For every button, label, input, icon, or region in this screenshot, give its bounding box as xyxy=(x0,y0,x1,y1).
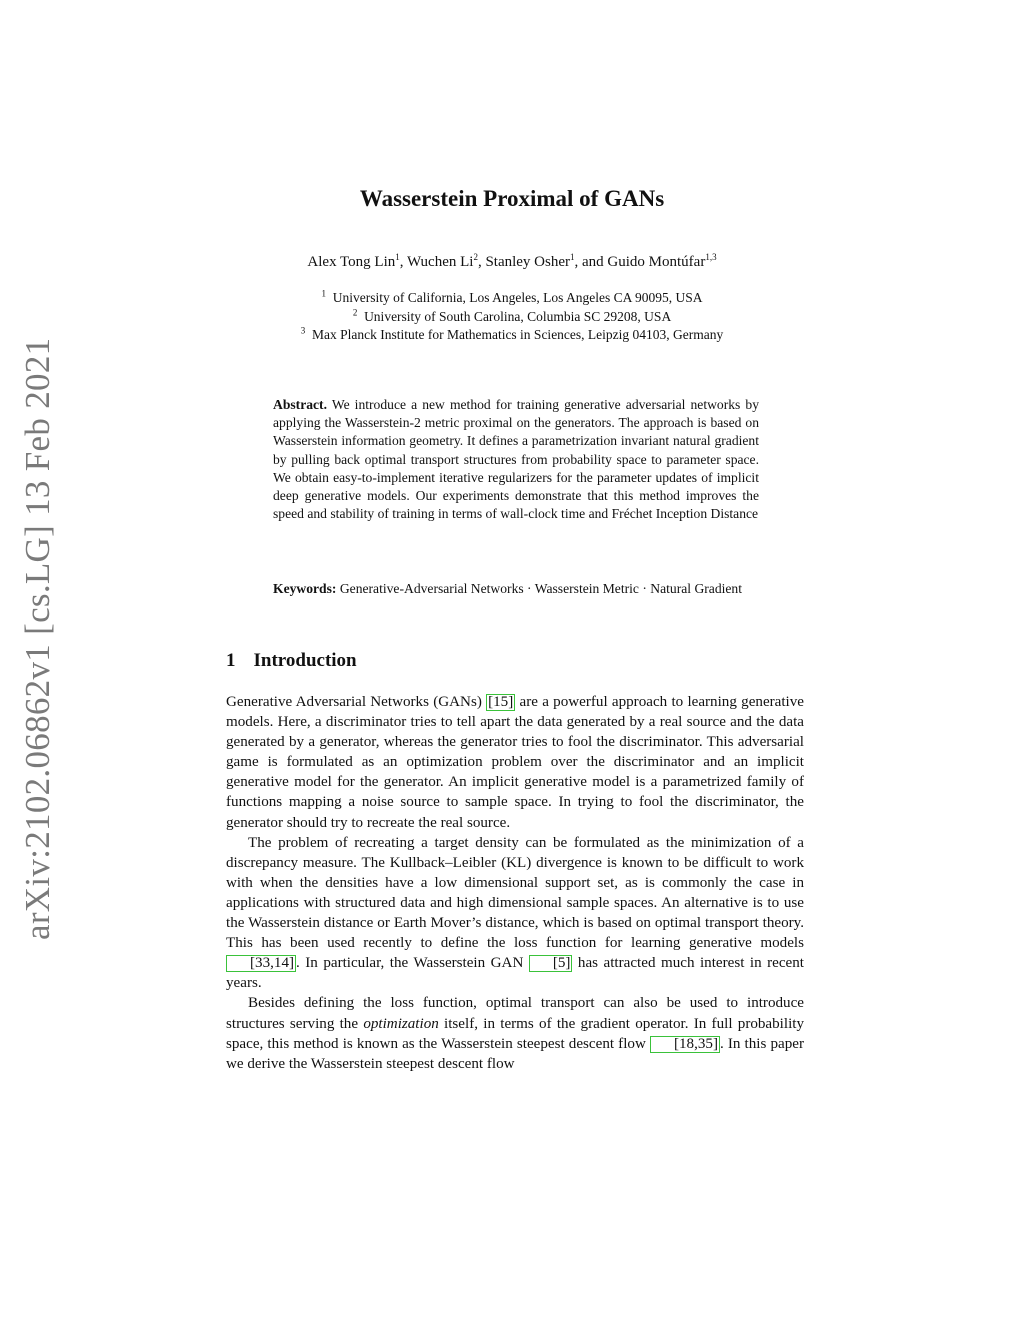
text-run: . In particular, the Wasserstein GAN xyxy=(296,955,529,972)
abstract-label: Abstract. xyxy=(273,397,327,412)
affiliation-sup: 1 xyxy=(321,288,326,299)
affiliations xyxy=(0,289,1024,345)
paragraph xyxy=(226,833,804,994)
author-list xyxy=(0,254,1024,271)
affiliation-line xyxy=(0,289,1024,308)
affiliation-sup: 3 xyxy=(300,325,306,336)
text-run: has attracted much interest in recent years. xyxy=(226,955,804,992)
author-name: , Stanley Osher xyxy=(477,254,571,270)
author-affil-sup: 1,3 xyxy=(705,252,717,262)
section-heading xyxy=(226,650,357,672)
affiliation-sup: 2 xyxy=(352,307,358,317)
arxiv-side-stamp: arXiv:2102.06862v1 [cs.LG] 13 Feb 2021 xyxy=(18,337,57,940)
citation-link[interactable]: [33,14] xyxy=(226,955,296,972)
text-run: are a powerful approach to learning generative models. Here, a discriminator tries to tell apart the data generated by a real source and the data generated by a generator, whereas the generator tries to fool the discriminator. This adversarial game is formulated as an optimization problem over the discriminator and an implicit generative model for the generator. An implicit generative model is a parametrized family of functions mapping a noise source to sample space. In trying to fool the discriminator, the generator should try to recreate the real source. xyxy=(226,694,804,831)
abstract xyxy=(273,396,759,523)
emphasis: optimization xyxy=(363,1015,439,1032)
author-name: Alex Tong Lin xyxy=(307,254,396,270)
section-number: 1 xyxy=(226,650,236,671)
keywords-text: Generative-Adversarial Networks · Wasserstein Metric · Natural Gradient xyxy=(339,581,743,596)
author-affil-sup: 1 xyxy=(395,252,400,262)
paper-title: Wasserstein Proximal of GANs xyxy=(359,186,665,211)
body-text xyxy=(226,692,804,1074)
affiliation-text: University of South Carolina, Columbia SC 29208, USA xyxy=(364,308,672,324)
author-affil-sup: 2 xyxy=(473,252,478,262)
citation-link[interactable]: [15] xyxy=(488,694,514,710)
text-run: The problem of recreating a target density can be formulated as the minimization of a discrepancy measure. The Kullback–Leibler (KL) divergence is known to be difficult to work with when the densities have a low dimensional support set, as is commonly the case in applications with structured data and high dimensional sample spaces. An alternative is to use the Wasserstein distance or Earth Mover’s distance, which is based on optimal transport theory. This has been used recently to define the loss function for learning generative models xyxy=(226,834,804,952)
paragraph xyxy=(226,993,804,1073)
affiliation-text: University of California, Los Angeles, Los Angeles CA 90095, USA xyxy=(332,290,703,305)
text-run: . In this paper we derive the Wasserstein steepest descent flow xyxy=(226,1035,805,1072)
citation-link[interactable]: [5] xyxy=(529,955,573,972)
author-affil-sup: 1 xyxy=(570,252,575,262)
affiliation-text: Max Planck Institute for Mathematics in Sciences, Leipzig 04103, Germany xyxy=(311,327,724,342)
text-run: Besides defining the loss function, optimal transport can also be used to introduce structures serving the xyxy=(226,995,804,1032)
keywords xyxy=(273,580,759,598)
text-run: Generative Adversarial Networks (GANs) xyxy=(226,694,487,710)
affiliation-line xyxy=(0,308,1024,327)
author-name: , Wuchen Li xyxy=(399,254,474,270)
abstract-text: We introduce a new method for training generative adversarial networks by applying the Wasserstein-2 metric proximal on the generators. The approach is based on Wasserstein information geometry. It defines a parametrization invariant natural gradient by pulling back optimal transport structures from probability space to parameter space. We obtain easy-to-implement iterative regularizers for the parameter updates of implicit deep generative models. Our experiments demonstrate that this method improves the speed and stability of training in terms of wall-clock time and Fréchet Inception Distance xyxy=(273,397,760,522)
paragraph xyxy=(226,692,804,833)
keywords-label: Keywords: xyxy=(273,581,337,596)
section-title: Introduction xyxy=(253,650,357,671)
affiliation-line xyxy=(0,326,1024,345)
citation-link[interactable]: [18,35] xyxy=(650,1036,720,1053)
text-run: itself, in terms of the gradient operator. In full probability space, this method is known as the Wasserstein steepest descent flow xyxy=(226,1015,805,1052)
author-name: , and Guido Montúfar xyxy=(574,254,706,270)
